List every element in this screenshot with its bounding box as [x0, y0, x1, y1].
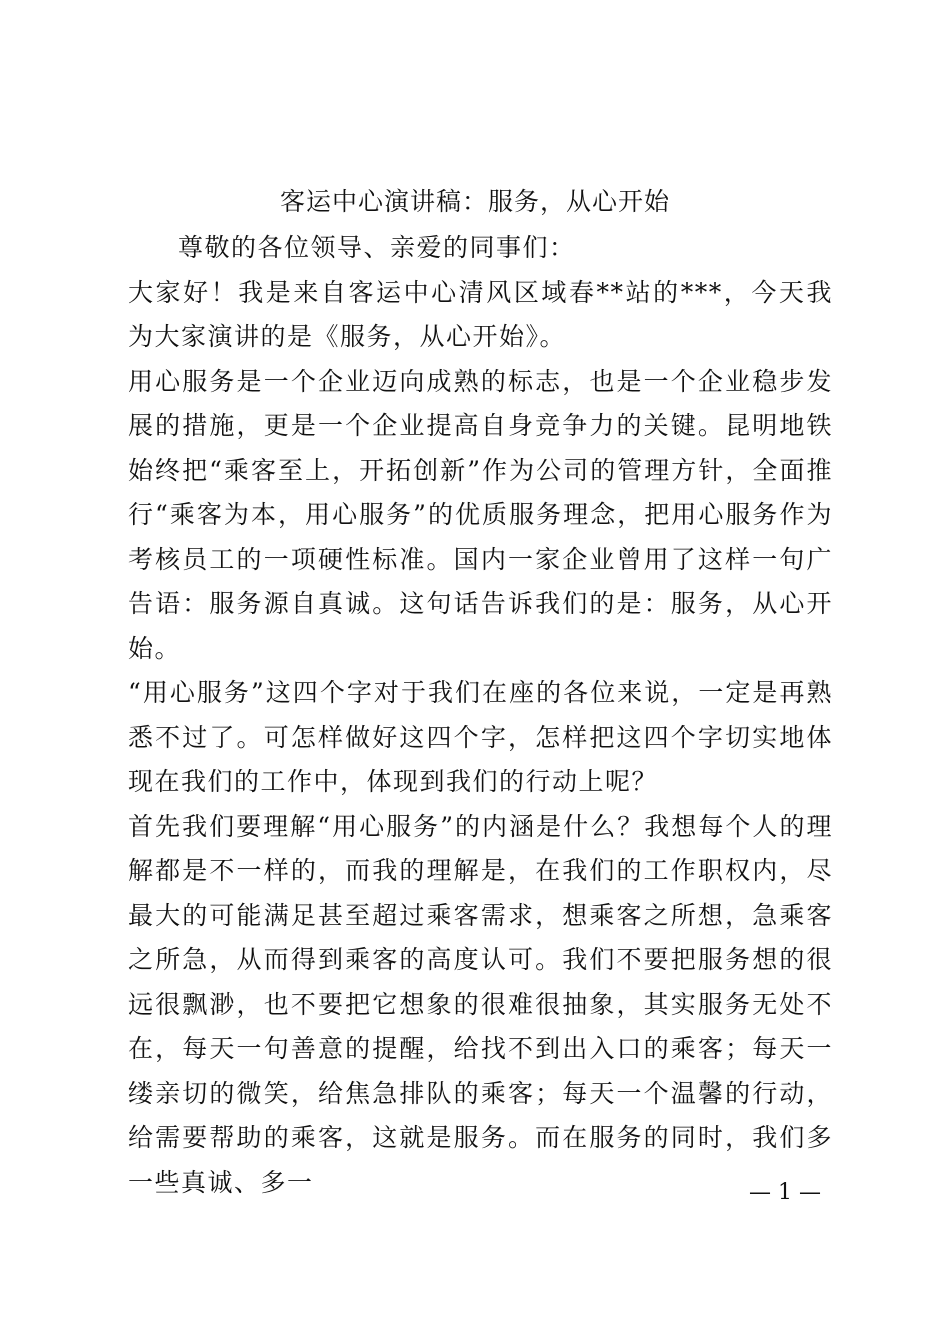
- document-title: 客运中心演讲稿：服务，从心开始: [279, 187, 670, 216]
- paragraph-service-philosophy: 用心服务是一个企业迈向成熟的标志，也是一个企业稳步发展的措施，更是一个企业提高自身竞争力的关键。昆明地铁始终把“乘客至上，开拓创新”作为公司的管理方针，全面推行“乘客为本，用心服务”的优质服务理念，把用心服务作为考核员工的一项硬性标准。国内一家企业曾用了这样一句广告语：服务源自真诚。这句话告诉我们的是：服务，从心开始。: [128, 366, 833, 663]
- salutation: 尊敬的各位领导、亲爱的同事们：: [178, 233, 576, 262]
- paragraph-greeting: 大家好！我是来自客运中心清风区域春**站的***，今天我为大家演讲的是《服务，从心开始》。: [128, 277, 833, 351]
- page-number: — 1 —: [749, 1180, 821, 1205]
- document-body: [128, 226, 833, 1205]
- paragraph-meaning: 首先我们要理解“用心服务”的内涵是什么？我想每个人的理解都是不一样的，而我的理解是，在我们的工作职权内，尽最大的可能满足甚至超过乘客需求，想乘客之所想，急乘客之所急，从而得到乘客的高度认可。我们不要把服务想的很远很飘渺，也不要把它想象的很难很抽象，其实服务无处不在，每天一句善意的提醒，给找不到出入口的乘客；每天一缕亲切的微笑，给焦急排队的乘客；每天一个温馨的行动，给需要帮助的乘客，这就是服务。而在服务的同时，我们多一些真诚、多一: [128, 811, 833, 1197]
- paragraph-question: “用心服务”这四个字对于我们在座的各位来说，一定是再熟悉不过了。可怎样做好这四个字，怎样把这四个字切实地体现在我们的工作中，体现到我们的行动上呢？: [128, 678, 833, 796]
